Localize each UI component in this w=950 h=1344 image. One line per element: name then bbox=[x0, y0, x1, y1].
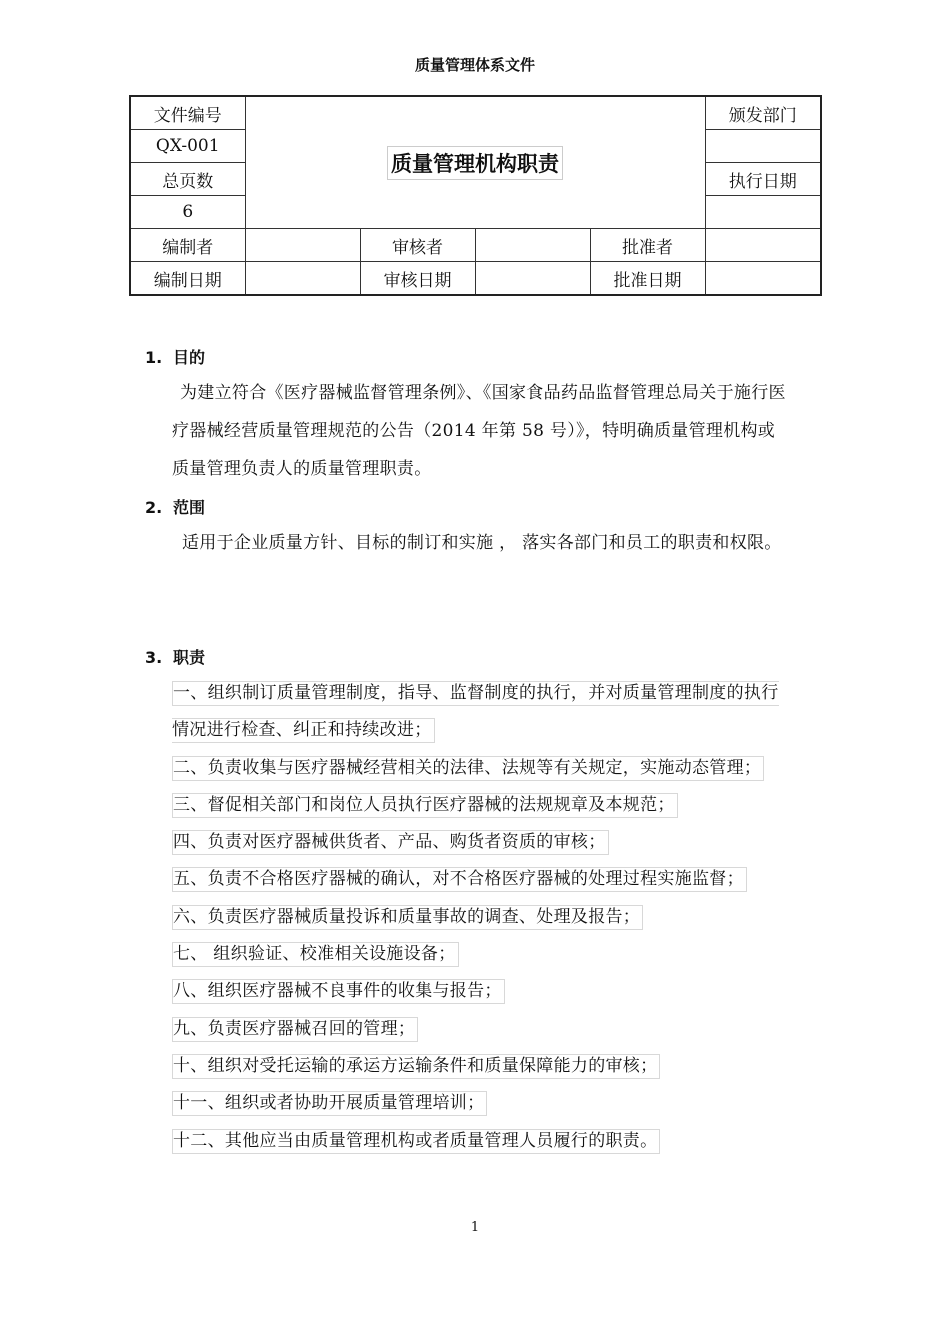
list-item: 二、负责收集与医疗器械经营相关的法律、法规等有关规定，实施动态管理； bbox=[172, 750, 792, 787]
section-number: 1. bbox=[145, 348, 163, 367]
section-title: 范围 bbox=[173, 498, 206, 517]
approver-value bbox=[705, 229, 821, 262]
approver-label: 批准者 bbox=[590, 229, 705, 262]
author-date-label: 编制日期 bbox=[130, 262, 245, 296]
effective-date-label: 执行日期 bbox=[705, 163, 821, 196]
section-number: 3. bbox=[145, 648, 163, 667]
reviewer-label: 审核者 bbox=[360, 229, 475, 262]
section-title: 职责 bbox=[173, 648, 206, 667]
list-item: 六、负责医疗器械质量投诉和质量事故的调查、处理及报告； bbox=[172, 899, 792, 936]
file-number-label: 文件编号 bbox=[130, 96, 245, 130]
list-item: 五、负责不合格医疗器械的确认，对不合格医疗器械的处理过程实施监督； bbox=[172, 861, 792, 898]
list-item: 八、组织医疗器械不良事件的收集与报告； bbox=[172, 973, 792, 1010]
total-pages-label: 总页数 bbox=[130, 163, 245, 196]
review-date-value bbox=[475, 262, 590, 296]
author-date-value bbox=[245, 262, 360, 296]
list-item: 十一、组织或者协助开展质量管理培训； bbox=[172, 1085, 792, 1122]
list-item: 十、组织对受托运输的承运方运输条件和质量保障能力的审核； bbox=[172, 1048, 792, 1085]
reviewer-value bbox=[475, 229, 590, 262]
section-title: 目的 bbox=[173, 348, 206, 367]
section-duties-heading bbox=[145, 645, 205, 668]
approve-date-label: 批准日期 bbox=[590, 262, 705, 296]
author-label: 编制者 bbox=[130, 229, 245, 262]
approve-date-value bbox=[705, 262, 821, 296]
review-date-label: 审核日期 bbox=[360, 262, 475, 296]
list-item: 七、 组织验证、校准相关设施设备； bbox=[172, 936, 792, 973]
section-purpose-heading bbox=[145, 345, 205, 368]
section-purpose-body: 为建立符合《医疗器械监督管理条例》、《国家食品药品监督管理总局关于施行医疗器械经营质量管理规范的公告（2014 年第 58 号）》，特明确质量管理机构或质量管理负责人的质量管理职责。 bbox=[172, 383, 786, 479]
document-title-cell bbox=[245, 96, 705, 229]
document-title: 质量管理机构职责 bbox=[387, 146, 563, 180]
issuing-dept-label: 颁发部门 bbox=[705, 96, 821, 130]
list-item: 十二、其他应当由质量管理机构或者质量管理人员履行的职责。 bbox=[172, 1123, 792, 1160]
list-item: 九、负责医疗器械召回的管理； bbox=[172, 1011, 792, 1048]
effective-date-value bbox=[705, 196, 821, 229]
page-number: 1 bbox=[470, 1220, 480, 1235]
section-scope-body: 适用于企业质量方针、目标的制订和实施 ， 落实各部门和员工的职责和权限。 bbox=[182, 533, 782, 553]
document-control-table bbox=[129, 95, 822, 296]
section-scope-heading bbox=[145, 495, 205, 518]
author-value bbox=[245, 229, 360, 262]
issuing-dept-value bbox=[705, 130, 821, 163]
duty-list bbox=[172, 675, 792, 1160]
total-pages-value: 6 bbox=[130, 196, 245, 229]
list-item: 三、督促相关部门和岗位人员执行医疗器械的法规规章及本规范； bbox=[172, 787, 792, 824]
document-header-title: 质量管理体系文件 bbox=[414, 56, 535, 74]
list-item: 一、组织制订质量管理制度，指导、监督制度的执行，并对质量管理制度的执行情况进行检查、纠正和持续改进； bbox=[172, 675, 792, 750]
section-number: 2. bbox=[145, 498, 163, 517]
file-number-value: QX-001 bbox=[130, 130, 245, 163]
list-item: 四、负责对医疗器械供货者、产品、购货者资质的审核； bbox=[172, 824, 792, 861]
